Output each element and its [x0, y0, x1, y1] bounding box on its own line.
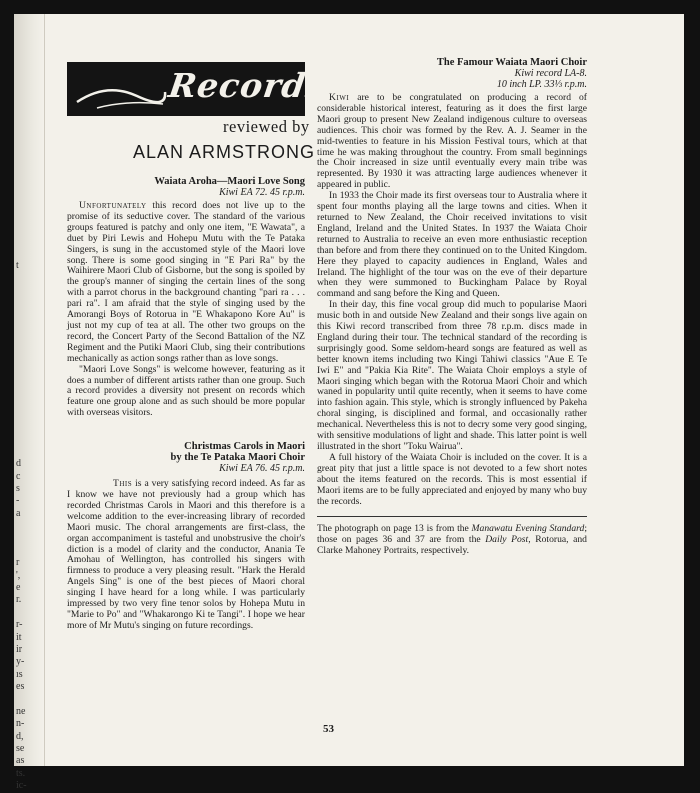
- previous-page-fragment: [16, 74, 38, 86]
- previous-page-fragment: e: [16, 582, 21, 594]
- review-paragraph: This is a very satisfying record indeed. As far as I know we have not previously had a group which has recorded Christmas Carols in Maori and this therefore is a welcome addition to the ever-increasing library of recorded Maori music. The choral arrangements are first-class, the organ accompaniment is tasteful and unobstrusive the choir's diction is a model of clarity and the conductor, Anania Te Amohau of Wellington, has controlled his singers with firmness to produce a very pleasing result. "Hark the Herald Angels Sing" is one of the best pieces of Maori choral singing I have heard for a long while. I was particularly impressed by two very fine tenor solos by Hohepa Mutu in "Marie to Po" and "Whakarongo Ki te Tangi". I hope we hear more of Mr Mutu's singing on future recordings.: [67, 478, 305, 631]
- previous-page-fragment: [16, 322, 38, 334]
- left-column: [67, 176, 305, 632]
- previous-page-fragment: ne: [16, 705, 26, 717]
- review-catalog: Kiwi EA 72. 45 r.p.m.: [219, 187, 305, 198]
- previous-page-fragment: [16, 210, 38, 222]
- previous-page-fragment: [16, 111, 38, 123]
- previous-page-fragment: [16, 247, 38, 259]
- previous-page-fragment: [16, 371, 38, 383]
- previous-page-fragment: [16, 309, 38, 321]
- previous-page-fragment: ic-: [16, 780, 27, 792]
- records-banner: [67, 62, 329, 116]
- previous-page-fragment: -: [16, 495, 20, 507]
- records-banner-title: Records: [166, 66, 329, 105]
- previous-page-fragment: [16, 86, 38, 98]
- review-paragraph: Unfortunately this record does not live up to the promise of its seductive cover. The standard of the various groups featured is patchy and only one item, "E Wawata", a duet by Piri Lewis and Hohepu Mutu with the Te Pataka Singers, is sung in the accustomed style of the Maori love song. There is some good singing in "E Pari Ra" by the Waihirere Maori Club of Gisborne, but the song is spoiled by the group's manner of singing the certain lines of the song with a parrot chorus in the background chanting "pari ra . . . pari ra". I am afraid that the style of singing used by the Amorangi Boys of Rotorua in "E Whakapono Kore Au" is just not my cup of tea at all. The other two groups on the record, the Concert Party of the Second Battalion of the NZ Regiment and the Putiki Maori Club, sing their contributions mechanically as action songs rather than as love songs.: [67, 200, 305, 364]
- previous-page-fragment: [16, 285, 38, 297]
- previous-page-fragment: [16, 99, 38, 111]
- previous-page-fragment: [16, 161, 38, 173]
- previous-page-fragment: [16, 136, 38, 148]
- previous-page-fragment: [16, 235, 38, 247]
- previous-page-fragment: ıs: [16, 668, 23, 680]
- previous-page-fragment: [16, 272, 38, 284]
- author-name: ALAN ARMSTRONG: [133, 142, 316, 162]
- review-paragraph: A full history of the Waiata Choir is included on the cover. It is a great pity that just a little space is not devoted to a few short notes about the items featured on the records. This is most essential if Maori items are to be fully appreciated and enjoyed by many who buy the records.: [317, 451, 587, 507]
- previous-page-fragment: a: [16, 507, 21, 519]
- previous-page-fragment: [16, 359, 38, 371]
- previous-page-fragment: [16, 186, 38, 198]
- previous-page-fragment: ir: [16, 643, 23, 655]
- previous-page-fragment: [16, 545, 38, 557]
- previous-page-fragment: [16, 124, 38, 136]
- review-heading: Waiata Aroha—Maori Love Song: [154, 176, 305, 187]
- reviewed-by-line: reviewed by: [223, 117, 310, 136]
- review-paragraph: In 1933 the Choir made its first overseas tour to Australia where it spent four months playing all the large towns and cities. When it returned to New Zealand, the Choir received invitations to visit England, Ireland and the United States. In 1937 the Waiata Choir returned to Australia to receive an even more enthusiastic reception than before and from there they continued on to the United Kingdom. Here they played to capacity audiences in England, Wales and Ireland. The highlight of the tour was on the eve of their departure when they were summoned to Buckingham Palace by Royal command and sang before the King and Queen.: [317, 190, 587, 300]
- previous-page-fragment: se: [16, 743, 25, 755]
- previous-page-fragment: as: [16, 755, 25, 767]
- previous-page-fragment: s: [16, 482, 20, 494]
- previous-page-fragment: [16, 694, 38, 706]
- review-heading: The Famour Waiata Maori Choir: [436, 57, 587, 68]
- lead-word: Unfortunately: [79, 200, 147, 211]
- previous-page-fragment: d: [16, 458, 21, 470]
- previous-page-fragment: [16, 347, 38, 359]
- previous-page-fragment: [16, 173, 38, 185]
- page-number: 53: [323, 723, 334, 735]
- photo-credits-footnote: The photograph on page 13 is from the Manawatu Evening Standard; those on pages 36 and 37 are from the Daily Post, Rotorua, and Clarke Mahoney Portraits, respectively.: [317, 523, 587, 557]
- previous-page-fragment: [16, 297, 38, 309]
- previous-page-fragment: r-: [16, 619, 23, 631]
- review-heading: Christmas Carols in Maori: [184, 441, 305, 453]
- previous-page-fragment: [16, 384, 38, 396]
- previous-page-fragment: [16, 446, 38, 458]
- previous-page-fragment: [16, 520, 38, 532]
- previous-page-fragment: [16, 421, 38, 433]
- previous-page-fragment: r: [16, 557, 20, 569]
- footnote-divider: [317, 516, 587, 517]
- review-catalog: Kiwi record LA-8.: [514, 68, 587, 79]
- lead-word: Kiwi: [329, 92, 350, 103]
- previous-page-fragment: y-: [16, 656, 25, 668]
- previous-page-fragment: [16, 198, 38, 210]
- previous-page-fragment: es: [16, 681, 25, 693]
- review-paragraph: "Maori Love Songs" is welcome however, featuring as it does a number of different artists rather than one group. Such a record provides a diversity not present on records which feature one group alone and as such should be more popular with overseas visitors.: [67, 363, 305, 419]
- review-christmas-carols: [67, 441, 305, 632]
- lead-word: This: [113, 478, 133, 490]
- review-waiata-aroha: [67, 176, 305, 419]
- previous-page-fragment: c: [16, 470, 21, 482]
- review-paragraph: Kiwi are to be congratulated on producing a record of considerable historical interest, featuring as it does the first large Maori group to present New Zealand indigenous culture to overseas audiences. This choir was formed by the Rev. A. J. Seamer in the mid-twenties to feature in his Mission Festival tours, which at that time he was making throughout the country. From small beginnings the Choir increased in size until eventually every main tribe was represented. By 1930 it was attracting large audiences whenever it appeared in public.: [317, 92, 587, 191]
- review-paragraph: In their day, this fine vocal group did much to popularise Maori music both in and outside New Zealand and their songs live again on this Kiwi record transcribed from three 78 r.p.m. discs made in England during their tour. The technical standard of the recording is surprisingly good. Some seldom-heard songs are featured as well as better known items including two Kingi Tahiwi classics "Aue E Te Iwi E" and "Pakia Kia Rite". The Waiata Choir employs a style of Maori singing which began with the Rotorua Maori Choir and which waned in popularity until quite recently, when it seems to have come into fashion again. This style, which is strongly influenced by Pakeha choral singing, is disciplined and formal, and occasionally rather mechanical. Nevertheless this is not to decry some very good singing, with sensitive modulations of light and shade. This latter point is well illustrated in the short "Toku Wairua".: [317, 299, 587, 452]
- previous-page-fragment: d,: [16, 730, 24, 742]
- previous-page-fragment: n-: [16, 718, 25, 730]
- previous-page-fragment: [16, 607, 38, 619]
- review-catalog: Kiwi EA 76. 45 r.p.m.: [219, 463, 305, 475]
- previous-page-fragment: r.: [16, 594, 22, 606]
- previous-page-fragment: [16, 532, 38, 544]
- previous-page-fragment: t: [16, 259, 19, 271]
- previous-page-fragment: [16, 148, 38, 160]
- previous-page-fragment: it: [16, 631, 22, 643]
- review-heading: by the Te Pataka Maori Choir: [170, 452, 305, 464]
- previous-page-fragment: [16, 334, 38, 346]
- previous-page-fragment: [16, 409, 38, 421]
- previous-page-fragment: [16, 223, 38, 235]
- previous-page-fragment: [16, 433, 38, 445]
- review-catalog: 10 inch LP. 33⅓ r.p.m.: [496, 79, 587, 90]
- previous-page-fragment: ',: [16, 569, 21, 581]
- right-column: [317, 57, 587, 557]
- previous-page-edge-text: [14, 74, 38, 793]
- previous-page-fragment: ts.: [16, 767, 26, 779]
- review-waiata-maori-choir: [317, 57, 587, 507]
- previous-page-fragment: [16, 396, 38, 408]
